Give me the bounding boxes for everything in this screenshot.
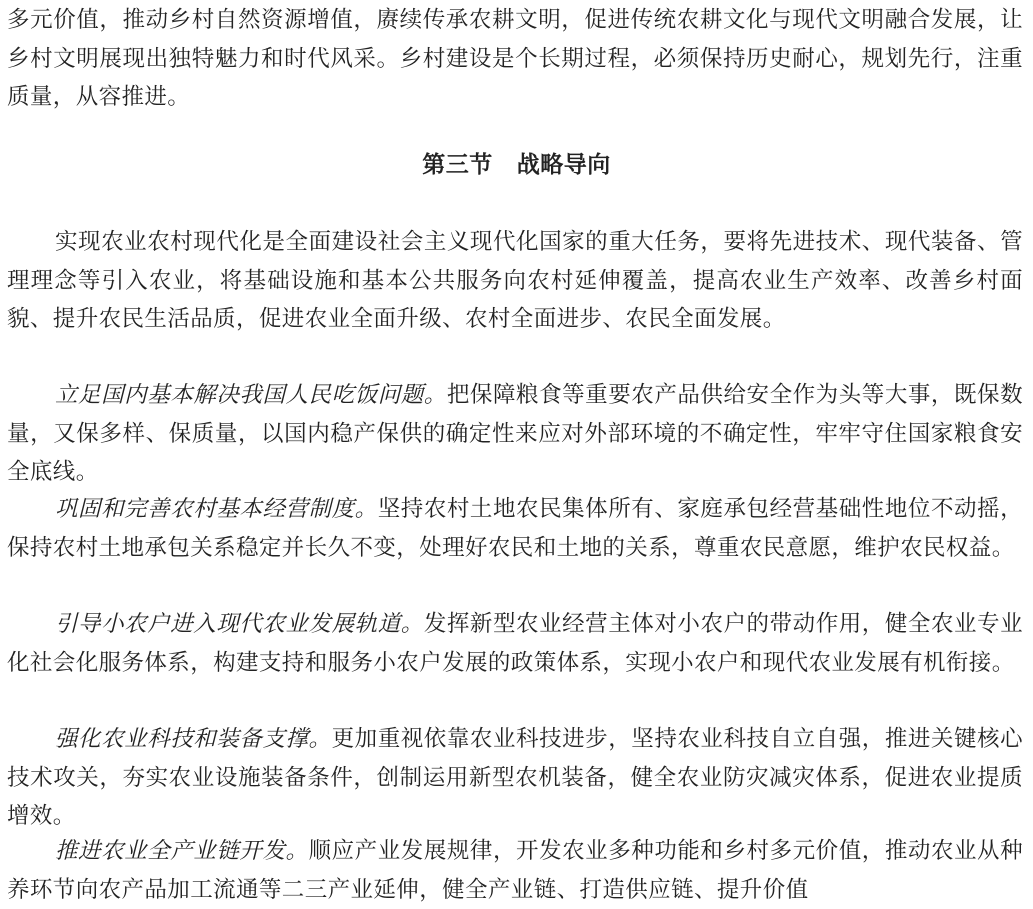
section-number: 第三节: [422, 151, 493, 178]
paragraph-body: 把保障粮食等重要农产品供给安全作为头等大事，既保数量，又保多样、保质量，以国内稳产保供的确定性来应对外部环境的不确定性，牢牢守住国家粮食安全底线。: [7, 382, 1023, 485]
paragraph-lead: 巩固和完善农村基本经营制度。: [55, 496, 378, 522]
paragraph-intro: [7, 223, 1023, 339]
paragraph-body: 更加重视依靠农业科技进步，坚持农业科技自立自强，推进关键核心技术攻关，夯实农业设施装备条件，创制运用新型农机装备，健全农业防灾减灾体系，促进农业提质增效。: [7, 726, 1023, 829]
paragraph-industry-chain: [7, 832, 1023, 909]
paragraph-tech-support: [7, 720, 1023, 836]
paragraph-lead: 引导小农户进入现代农业发展轨道。: [55, 611, 424, 637]
intro-paragraph-tail: 多元价值，推动乡村自然资源增值，赓续传承农耕文明，促进传统农耕文化与现代文明融合发展，让乡村文明展现出独特魅力和时代风采。乡村建设是个长期过程，必须保持历史耐心，规划先行，注重质量，从容推进。: [7, 7, 1023, 110]
paragraph-land-system: [7, 490, 1023, 567]
paragraph-lead: 强化农业科技和装备支撑。: [55, 726, 332, 752]
paragraph-body: 顺应产业发展规律，开发农业多种功能和乡村多元价值，推动农业从种养环节向农产品加工流通等二三产业延伸，健全产业链、打造供应链、提升价值: [7, 838, 1023, 903]
paragraph-body: 坚持农村土地农民集体所有、家庭承包经营基础性地位不动摇，保持农村土地承包关系稳定并长久不变，处理好农民和土地的关系，尊重农民意愿，维护农民权益。: [7, 496, 1023, 561]
paragraph-body: 实现农业农村现代化是全面建设社会主义现代化国家的重大任务，要将先进技术、现代装备、管理理念等引入农业，将基础设施和基本公共服务向农村延伸覆盖，提高农业生产效率、改善乡村面貌、提升农民生活品质，促进农业全面升级、农村全面进步、农民全面发展。: [7, 229, 1023, 332]
section-heading: [0, 146, 1033, 184]
paragraph-food-security: [7, 376, 1023, 492]
paragraph-lead: 推进农业全产业链开发。: [55, 838, 309, 864]
section-title: 战略导向: [516, 151, 611, 178]
paragraph-small-farmers: [7, 605, 1023, 682]
paragraph-body: 发挥新型农业经营主体对小农户的带动作用，健全农业专业化社会化服务体系，构建支持和服务小农户发展的政策体系，实现小农户和现代农业发展有机衔接。: [7, 611, 1024, 676]
paragraph-lead: 立足国内基本解决我国人民吃饭问题。: [55, 382, 447, 408]
